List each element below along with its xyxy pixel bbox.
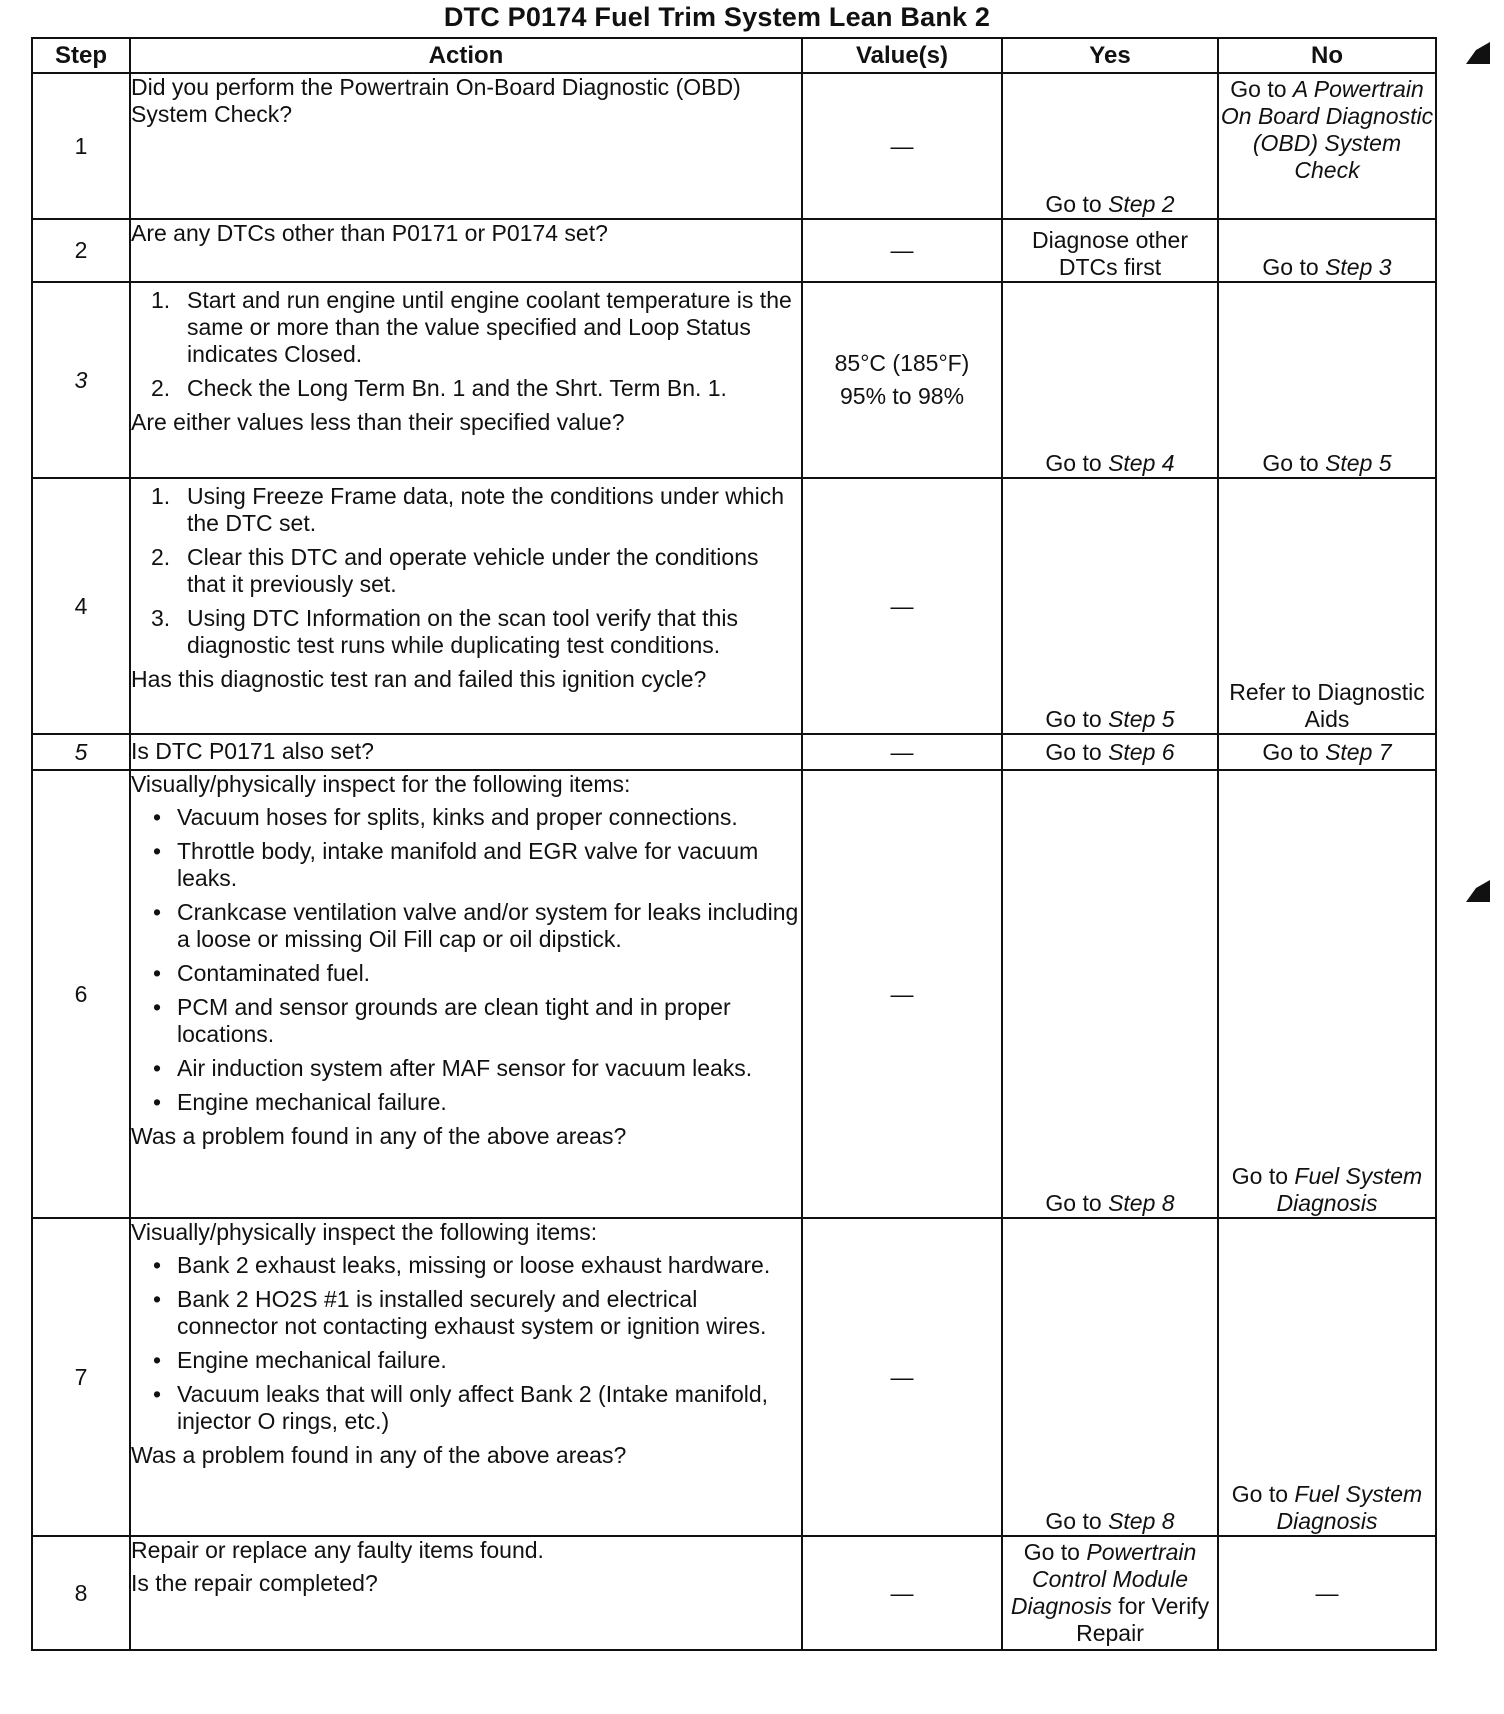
page-tab-mark <box>1466 880 1490 902</box>
step-number: 3 <box>32 282 130 478</box>
list-item: 1. Using Freeze Frame data, note the conditions under which the DTC set. <box>151 483 785 536</box>
value-cell <box>802 73 1002 219</box>
no-link[interactable]: Step 5 <box>1325 450 1392 476</box>
list-item-text: Check the Long Term Bn. 1 and the Shrt. Term Bn. 1. <box>187 375 727 401</box>
table-row <box>32 734 1436 770</box>
value-cell <box>802 282 1002 478</box>
step-number: 2 <box>32 219 130 282</box>
yes-link[interactable]: Step 2 <box>1108 191 1175 217</box>
list-item: • PCM and sensor grounds are clean tight and in proper locations. <box>153 994 731 1047</box>
header-no: No <box>1218 38 1436 73</box>
yes-link[interactable]: Step 6 <box>1108 738 1175 765</box>
bullet-list <box>131 804 801 1116</box>
value-text: — <box>890 1579 914 1606</box>
no-cell <box>1218 73 1436 219</box>
value-text: — <box>890 1363 914 1390</box>
table-row <box>32 1218 1436 1536</box>
no-prefix: Go to <box>1231 1481 1295 1507</box>
value-text: 85°C (185°F) <box>834 350 970 376</box>
step-number: 4 <box>32 478 130 734</box>
no-link[interactable]: Fuel System Diagnosis <box>1276 1481 1423 1534</box>
value-text: — <box>890 237 914 263</box>
action-question: Was a problem found in any of the above areas? <box>131 1442 627 1468</box>
list-item: • Contaminated fuel. <box>153 960 371 986</box>
table-row <box>32 282 1436 478</box>
yes-link[interactable]: Step 8 <box>1108 1190 1175 1216</box>
list-item-text: Vacuum leaks that will only affect Bank 2 (Intake manifold, injector O rings, etc.) <box>177 1381 769 1434</box>
action-cell <box>130 734 802 770</box>
value-cell <box>802 734 1002 770</box>
list-item-text: Air induction system after MAF sensor for vacuum leaks. <box>177 1055 753 1081</box>
yes-cell <box>1002 282 1218 478</box>
no-cell <box>1218 770 1436 1218</box>
list-item: • Air induction system after MAF sensor for vacuum leaks. <box>153 1055 753 1081</box>
list-item-text: Crankcase ventilation valve and/or system for leaks including a loose or missing Oil Fill cap or oil dipstick. <box>177 899 799 952</box>
list-item: • Crankcase ventilation valve and/or system for leaks including a loose or missing Oil Fill cap or oil dipstick. <box>153 899 799 952</box>
list-item-text: Bank 2 exhaust leaks, missing or loose exhaust hardware. <box>177 1252 771 1278</box>
list-item: 3. Using DTC Information on the scan tool verify that this diagnostic test runs while duplicating test conditions. <box>151 605 738 658</box>
no-text: — <box>1315 1579 1339 1606</box>
value-cell <box>802 478 1002 734</box>
action-question: Is DTC P0171 also set? <box>131 738 374 764</box>
yes-prefix: Go to <box>1045 450 1109 476</box>
no-prefix: Go to <box>1262 254 1326 280</box>
list-item: • Engine mechanical failure. <box>153 1347 447 1373</box>
list-item-text: Using Freeze Frame data, note the conditions under which the DTC set. <box>187 483 785 536</box>
no-prefix: Go to <box>1262 738 1326 765</box>
yes-text: Diagnose other DTCs first <box>1032 227 1188 280</box>
no-prefix: Go to <box>1231 1163 1295 1189</box>
action-intro: Visually/physically inspect for the following items: <box>131 771 631 797</box>
action-question: Are any DTCs other than P0171 or P0174 set? <box>131 220 608 246</box>
no-cell <box>1218 1218 1436 1536</box>
yes-cell <box>1002 73 1218 219</box>
list-item: 1. Start and run engine until engine coolant temperature is the same or more than the value specified and Loop Status indicates Closed. <box>151 287 792 367</box>
no-link[interactable]: Step 7 <box>1325 738 1392 765</box>
yes-link[interactable]: Step 5 <box>1108 706 1175 732</box>
yes-link[interactable]: Powertrain Control Module Diagnosis <box>1010 1539 1197 1619</box>
value-cell <box>802 1218 1002 1536</box>
no-link[interactable]: A Powertrain On Board Diagnostic (OBD) System Check <box>1220 76 1434 183</box>
action-intro: Repair or replace any faulty items found. <box>131 1537 544 1563</box>
table-row <box>32 73 1436 219</box>
yes-cell <box>1002 219 1218 282</box>
value-cell <box>802 1536 1002 1650</box>
page-tab-mark <box>1466 42 1490 64</box>
header-step: Step <box>32 38 130 73</box>
header-yes: Yes <box>1002 38 1218 73</box>
action-cell <box>130 73 802 219</box>
header-row <box>32 38 1436 73</box>
no-cell <box>1218 734 1436 770</box>
yes-suffix: for Verify Repair <box>1076 1593 1210 1646</box>
no-cell <box>1218 282 1436 478</box>
list-item: • Bank 2 exhaust leaks, missing or loose exhaust hardware. <box>153 1252 771 1278</box>
value-text: — <box>890 980 914 1007</box>
yes-cell <box>1002 1218 1218 1536</box>
list-item-text: Engine mechanical failure. <box>177 1089 447 1115</box>
list-item-text: Vacuum hoses for splits, kinks and proper connections. <box>177 804 738 830</box>
no-link[interactable]: Fuel System Diagnosis <box>1276 1163 1423 1216</box>
yes-prefix: Go to <box>1045 706 1109 732</box>
table-row <box>32 770 1436 1218</box>
yes-cell <box>1002 1536 1218 1650</box>
yes-prefix: Go to <box>1045 191 1109 217</box>
value-text: — <box>890 592 914 619</box>
step-number: 5 <box>32 734 130 770</box>
action-question: Has this diagnostic test ran and failed this ignition cycle? <box>131 666 707 692</box>
no-link[interactable]: Step 3 <box>1325 254 1392 280</box>
no-cell <box>1218 478 1436 734</box>
list-item: • Engine mechanical failure. <box>153 1089 447 1115</box>
header-action: Action <box>130 38 802 73</box>
no-text[interactable]: Refer to Diagnostic Aids <box>1229 679 1425 732</box>
yes-prefix: Go to <box>1045 1190 1109 1216</box>
action-cell <box>130 219 802 282</box>
action-cell <box>130 1218 802 1536</box>
no-cell <box>1218 1536 1436 1650</box>
header-values: Value(s) <box>802 38 1002 73</box>
list-item: • Vacuum leaks that will only affect Bank 2 (Intake manifold, injector O rings, etc.) <box>153 1381 769 1434</box>
list-item: • Throttle body, intake manifold and EGR valve for vacuum leaks. <box>153 838 759 891</box>
action-question: Was a problem found in any of the above areas? <box>131 1123 627 1149</box>
table-row <box>32 478 1436 734</box>
table-row <box>32 1536 1436 1650</box>
numbered-list <box>131 287 801 402</box>
list-item-text: Throttle body, intake manifold and EGR valve for vacuum leaks. <box>177 838 759 891</box>
action-question: Is the repair completed? <box>131 1570 378 1596</box>
action-cell <box>130 1536 802 1650</box>
action-cell <box>130 282 802 478</box>
action-question: Did you perform the Powertrain On-Board Diagnostic (OBD) System Check? <box>131 74 741 127</box>
list-item: • Vacuum hoses for splits, kinks and proper connections. <box>153 804 738 830</box>
list-item-text: Clear this DTC and operate vehicle under the conditions that it previously set. <box>187 544 759 597</box>
step-number: 7 <box>32 1218 130 1536</box>
diagnostic-table <box>31 37 1437 1651</box>
no-prefix: Go to <box>1262 450 1326 476</box>
list-item: • Bank 2 HO2S #1 is installed securely and electrical connector not contacting exhaust system or ignition wires. <box>153 1286 767 1339</box>
step-number: 8 <box>32 1536 130 1650</box>
no-prefix: Go to <box>1230 76 1293 102</box>
list-item-text: Contaminated fuel. <box>177 960 371 986</box>
table-row <box>32 219 1436 282</box>
list-item-text: Bank 2 HO2S #1 is installed securely and electrical connector not contacting exhaust system or ignition wires. <box>177 1286 767 1339</box>
yes-prefix: Go to <box>1023 1539 1087 1565</box>
bullet-list <box>131 1252 801 1435</box>
yes-cell <box>1002 770 1218 1218</box>
numbered-list <box>131 483 801 659</box>
yes-link[interactable]: Step 8 <box>1108 1508 1175 1534</box>
yes-cell <box>1002 478 1218 734</box>
yes-prefix: Go to <box>1045 738 1109 765</box>
list-item-text: Engine mechanical failure. <box>177 1347 447 1373</box>
value-cell <box>802 770 1002 1218</box>
value-text: — <box>890 132 914 159</box>
list-item-text: Start and run engine until engine coolant temperature is the same or more than the value specified and Loop Status indicates Closed. <box>187 287 792 367</box>
value-cell <box>802 219 1002 282</box>
list-item: 2. Clear this DTC and operate vehicle under the conditions that it previously set. <box>151 544 759 597</box>
action-intro: Visually/physically inspect the following items: <box>131 1219 598 1245</box>
list-item-text: Using DTC Information on the scan tool verify that this diagnostic test runs while duplicating test conditions. <box>187 605 738 658</box>
value-text: — <box>890 738 914 765</box>
step-number: 6 <box>32 770 130 1218</box>
no-cell <box>1218 219 1436 282</box>
yes-prefix: Go to <box>1045 1508 1109 1534</box>
value-text: 95% to 98% <box>839 383 965 409</box>
list-item-text: PCM and sensor grounds are clean tight and in proper locations. <box>177 994 731 1047</box>
action-question: Are either values less than their specified value? <box>131 409 625 435</box>
action-cell <box>130 770 802 1218</box>
page-title: DTC P0174 Fuel Trim System Lean Bank 2 <box>443 2 991 32</box>
action-cell <box>130 478 802 734</box>
yes-link[interactable]: Step 4 <box>1108 450 1175 476</box>
yes-cell <box>1002 734 1218 770</box>
list-item: 2. Check the Long Term Bn. 1 and the Shrt. Term Bn. 1. <box>151 375 727 401</box>
step-number: 1 <box>32 73 130 219</box>
